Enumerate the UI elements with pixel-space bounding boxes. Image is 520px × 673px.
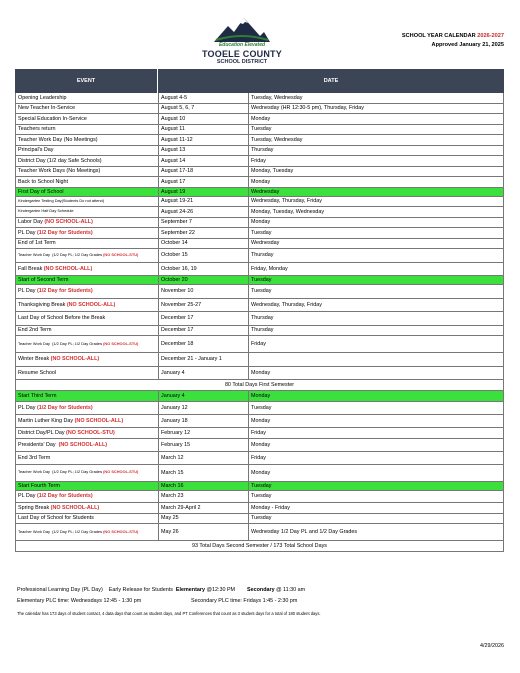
date-cell: August 11-12 bbox=[159, 135, 249, 145]
table-body bbox=[15, 93, 504, 552]
event-text bbox=[18, 327, 51, 333]
table-row bbox=[15, 285, 504, 299]
event-cell bbox=[16, 491, 159, 502]
event-cell bbox=[16, 114, 159, 124]
no-school-flag: (NO SCHOOL-ALL) bbox=[50, 356, 100, 363]
event-name: Last Day of School for Students bbox=[18, 515, 94, 522]
event-text bbox=[18, 137, 98, 143]
day-cell: Tuesday bbox=[251, 405, 272, 411]
date-cell: March 16 bbox=[159, 482, 249, 490]
no-school-flag: (NO SCHOOL-STU) bbox=[103, 251, 139, 257]
event-text bbox=[18, 455, 50, 461]
table-row bbox=[15, 482, 504, 491]
table-row bbox=[15, 367, 504, 381]
event-text bbox=[18, 342, 138, 347]
no-school-flag: (NO SCHOOL-ALL) bbox=[66, 301, 116, 308]
date-cell: February 15 bbox=[159, 439, 249, 451]
day-cell: Friday bbox=[251, 454, 266, 461]
date-cell: January 4 bbox=[159, 367, 249, 380]
event-name: Kindergarten Half Day Schedule bbox=[18, 208, 74, 214]
date-cell: August 17 bbox=[159, 177, 249, 187]
event-cell bbox=[16, 167, 159, 177]
day-cell: Thursday bbox=[251, 315, 274, 322]
date-cell: December 21 - January 1 bbox=[159, 353, 249, 366]
event-name: Teacher Work Day (No Meetings) bbox=[18, 136, 98, 143]
total-days-text: 93 Total Days Second Semester / 173 Total School Days bbox=[192, 543, 327, 549]
table-total-row bbox=[15, 541, 504, 552]
day-cell: Thursday bbox=[251, 327, 274, 334]
event-text bbox=[18, 442, 107, 448]
event-cell bbox=[16, 524, 159, 540]
calendar-heading bbox=[402, 32, 504, 50]
event-text bbox=[18, 126, 55, 132]
table-row bbox=[15, 93, 504, 104]
day-cell: Friday bbox=[251, 157, 266, 164]
event-text bbox=[18, 505, 99, 511]
event-text bbox=[18, 95, 67, 101]
column-header-event: EVENT bbox=[15, 69, 158, 93]
mountain-logo-icon bbox=[214, 18, 270, 42]
table-row bbox=[15, 188, 504, 197]
date-cell: December 17 bbox=[159, 326, 249, 336]
event-cell bbox=[16, 197, 159, 207]
day-cell: Tuesday bbox=[251, 515, 272, 522]
date-cell: February 12 bbox=[159, 428, 249, 438]
table-row bbox=[15, 249, 504, 263]
event-text bbox=[18, 315, 105, 321]
event-cell bbox=[16, 207, 159, 217]
event-text bbox=[18, 179, 68, 185]
event-cell bbox=[16, 188, 159, 196]
date-cell: September 7 bbox=[159, 218, 249, 228]
event-text bbox=[18, 158, 102, 164]
event-text bbox=[18, 430, 115, 436]
table-row bbox=[15, 218, 504, 229]
event-cell bbox=[16, 353, 159, 366]
event-name: PL Day bbox=[18, 288, 37, 295]
event-cell bbox=[16, 299, 159, 312]
event-name: District Day/PL Day bbox=[18, 429, 67, 436]
date-cell: January 4 bbox=[159, 391, 249, 401]
event-text bbox=[18, 266, 92, 272]
no-school-flag: (NO SCHOOL-STU) bbox=[66, 429, 115, 436]
event-name: Labor Day bbox=[18, 219, 45, 226]
event-name: Martin Luther King Day bbox=[18, 418, 75, 424]
table-row bbox=[15, 156, 504, 167]
day-cell: Monday - Friday bbox=[251, 504, 290, 511]
date-cell: August 11 bbox=[159, 125, 249, 135]
day-cell: Monday bbox=[251, 369, 271, 376]
date-cell: March 23 bbox=[159, 491, 249, 502]
table-row bbox=[15, 114, 504, 125]
table-row bbox=[15, 336, 504, 353]
event-name: New Teacher In-Service bbox=[18, 105, 76, 112]
event-name: End of 1st Term bbox=[18, 240, 56, 247]
event-text bbox=[18, 356, 99, 362]
no-school-flag: (NO SCHOOL-ALL) bbox=[43, 265, 93, 272]
secondary-time: @ 11:30 am bbox=[274, 587, 306, 593]
title-prefix: SCHOOL YEAR CALENDAR bbox=[401, 33, 476, 39]
day-cell: Friday bbox=[251, 341, 266, 347]
event-name: End 2nd Term bbox=[18, 327, 52, 334]
event-name: Last Day of School Before the Break bbox=[18, 315, 106, 322]
event-cell bbox=[16, 465, 159, 481]
date-cell: March 15 bbox=[159, 465, 249, 481]
district-logo bbox=[196, 18, 288, 70]
secondary-plc-time: Secondary PLC time: Fridays 1:45 - 2:30 pm bbox=[191, 598, 298, 604]
day-cell: Tuesday bbox=[251, 493, 272, 499]
event-name: PL Day bbox=[18, 229, 37, 236]
event-name: Principal's Day bbox=[18, 147, 54, 154]
date-cell: August 19 bbox=[159, 188, 249, 196]
event-text bbox=[18, 493, 93, 499]
date-cell: August 13 bbox=[159, 146, 249, 156]
total-days-text: 80 Total Days First Semester bbox=[224, 382, 295, 388]
date-cell: October 16, 19 bbox=[159, 263, 249, 276]
no-school-flag: (NO SCHOOL-ALL) bbox=[50, 504, 100, 511]
table-row bbox=[15, 439, 504, 452]
day-cell: Tuesday bbox=[251, 288, 272, 295]
event-text bbox=[18, 370, 56, 376]
event-cell bbox=[16, 135, 159, 145]
day-cell: Monday, Tuesday, Wednesday bbox=[251, 208, 325, 215]
date-cell: August 5, 6, 7 bbox=[159, 104, 249, 114]
day-cell: Wednesday bbox=[251, 188, 280, 195]
table-row bbox=[15, 326, 504, 337]
day-cell: Friday, Monday bbox=[251, 265, 288, 272]
day-cell: Friday bbox=[251, 429, 266, 436]
event-text bbox=[18, 189, 64, 195]
event-cell bbox=[16, 125, 159, 135]
footer-line-1 bbox=[17, 587, 305, 593]
day-cell: Monday bbox=[251, 219, 271, 226]
table-row bbox=[15, 125, 504, 136]
date-cell: March 12 bbox=[159, 452, 249, 464]
date-cell: August 14 bbox=[159, 156, 249, 166]
event-name: Teacher Work Days (No Meetings) bbox=[18, 168, 101, 175]
day-cell: Wednesday, Thursday, Friday bbox=[251, 198, 322, 205]
day-cell: Monday bbox=[251, 115, 271, 122]
table-row bbox=[15, 207, 504, 218]
date-cell: November 25-27 bbox=[159, 299, 249, 312]
event-cell bbox=[16, 104, 159, 114]
table-header bbox=[15, 69, 504, 93]
event-cell bbox=[16, 263, 159, 276]
event-text bbox=[18, 302, 115, 308]
event-text bbox=[18, 288, 93, 294]
event-text bbox=[18, 530, 138, 535]
date-cell: November 10 bbox=[159, 285, 249, 298]
no-school-flag: (NO SCHOOL-STU) bbox=[103, 528, 139, 534]
table-row bbox=[15, 402, 504, 415]
event-name: Thanksgiving Break bbox=[18, 301, 67, 308]
event-cell bbox=[16, 326, 159, 336]
event-text bbox=[18, 147, 53, 153]
day-cell: Thursday bbox=[251, 252, 274, 259]
date-cell: December 18 bbox=[159, 336, 249, 352]
no-school-flag: (1/2 Day for Students) bbox=[36, 229, 93, 236]
table-row bbox=[15, 104, 504, 115]
day-cell: Monday bbox=[251, 441, 271, 448]
date-cell: January 18 bbox=[159, 415, 249, 427]
event-text bbox=[18, 253, 138, 258]
event-name: District Day (1/2 day Safe Schools) bbox=[18, 157, 102, 164]
date-cell: August 19-21 bbox=[159, 197, 249, 207]
no-school-flag: (NO SCHOOL-ALL) bbox=[44, 219, 93, 226]
date-cell: August 10 bbox=[159, 114, 249, 124]
event-cell bbox=[16, 415, 159, 427]
no-school-flag: (1/2 Day for Students) bbox=[36, 405, 93, 411]
table-row bbox=[15, 465, 504, 482]
day-cell: Tuesday bbox=[251, 277, 272, 283]
day-cell: Tuesday bbox=[251, 482, 272, 489]
no-school-flag: (NO SCHOOL-ALL) bbox=[74, 418, 124, 424]
elementary-label: Elementary bbox=[175, 587, 205, 593]
table-row bbox=[15, 146, 504, 157]
event-name: Spring Break bbox=[18, 504, 51, 511]
table-row bbox=[15, 177, 504, 188]
table-total-row bbox=[15, 380, 504, 391]
event-cell bbox=[16, 146, 159, 156]
page-date: 4/29/2026 bbox=[480, 643, 504, 649]
event-cell bbox=[16, 336, 159, 352]
date-cell: October 15 bbox=[159, 249, 249, 262]
date-cell: August 17-18 bbox=[159, 167, 249, 177]
column-header-date: DATE bbox=[323, 78, 339, 84]
table-row bbox=[15, 524, 504, 541]
event-cell bbox=[16, 452, 159, 464]
no-school-flag: (1/2 Day for Students) bbox=[36, 288, 93, 295]
event-text bbox=[18, 168, 100, 174]
event-cell bbox=[16, 177, 159, 187]
date-cell: May 26 bbox=[159, 524, 249, 540]
day-cell: Tuesday bbox=[251, 126, 272, 133]
event-text bbox=[18, 418, 123, 424]
event-text bbox=[18, 515, 94, 521]
event-cell bbox=[16, 367, 159, 380]
logo-name-line2: SCHOOL DISTRICT bbox=[216, 59, 268, 65]
event-text bbox=[18, 470, 138, 475]
no-school-flag: (NO SCHOOL-STU) bbox=[103, 469, 139, 475]
event-name: Opening Leadership bbox=[18, 94, 67, 101]
day-cell: Tuesday, Wednesday bbox=[251, 94, 303, 101]
day-cell: Wednesday, Thursday, Friday bbox=[251, 301, 322, 308]
event-name: Teacher Work Day (1/2 Day PL; 1/2 Day Grades bbox=[18, 469, 104, 475]
event-cell bbox=[16, 218, 159, 228]
date-cell: October 14 bbox=[159, 239, 249, 249]
date-cell: August 4-5 bbox=[159, 93, 249, 103]
event-cell bbox=[16, 482, 159, 490]
table-row bbox=[15, 415, 504, 428]
event-name: Teacher Work Day (1/2 Day PL; 1/2 Day Grades bbox=[18, 251, 104, 257]
event-text bbox=[18, 219, 93, 225]
event-name: PL Day bbox=[18, 405, 37, 411]
event-text bbox=[18, 405, 93, 411]
table-row bbox=[15, 514, 504, 525]
date-cell: January 12 bbox=[159, 402, 249, 414]
event-name: Teacher Work Day (1/2 Day PL; 1/2 Day Grades bbox=[18, 340, 104, 346]
event-name: PL Day bbox=[18, 493, 37, 499]
date-cell: December 17 bbox=[159, 312, 249, 325]
event-name: Special Education In-Service bbox=[18, 115, 87, 122]
day-cell: Wednesday bbox=[251, 240, 280, 247]
event-text bbox=[18, 393, 56, 399]
logo-name-line1: TOOELE COUNTY bbox=[202, 49, 282, 59]
event-text bbox=[18, 277, 69, 283]
elementary-time: @12:30 PM bbox=[204, 587, 248, 593]
event-cell bbox=[16, 391, 159, 401]
event-text bbox=[18, 483, 60, 489]
event-cell bbox=[16, 228, 159, 238]
event-name: Back to School Night bbox=[18, 178, 69, 185]
date-cell: March 29-April 2 bbox=[159, 503, 249, 513]
event-cell bbox=[16, 439, 159, 451]
event-name: Winter Break bbox=[18, 356, 51, 363]
day-cell bbox=[249, 353, 503, 366]
table-row bbox=[15, 228, 504, 239]
date-cell: August 24-26 bbox=[159, 207, 249, 217]
event-text bbox=[18, 116, 87, 122]
event-text bbox=[18, 240, 56, 246]
event-cell bbox=[16, 428, 159, 438]
table-row bbox=[15, 312, 504, 326]
event-cell bbox=[16, 402, 159, 414]
pl-day-legend: Professional Learning Day (PL Day) Early Release for Students bbox=[17, 587, 176, 593]
table-row bbox=[15, 491, 504, 503]
table-row bbox=[15, 239, 504, 250]
day-cell: Monday bbox=[251, 418, 271, 424]
event-cell bbox=[16, 285, 159, 298]
event-name: First Day of School bbox=[18, 188, 64, 195]
table-row bbox=[15, 503, 504, 514]
table-row bbox=[15, 428, 504, 439]
date-cell: September 22 bbox=[159, 228, 249, 238]
event-text bbox=[18, 199, 104, 204]
table-row bbox=[15, 167, 504, 178]
event-name: Presidents' Day bbox=[18, 441, 59, 448]
event-text bbox=[18, 230, 93, 236]
calendar-title bbox=[402, 32, 504, 41]
table-row bbox=[15, 299, 504, 313]
event-cell bbox=[16, 93, 159, 103]
event-name: Teachers return bbox=[18, 126, 56, 133]
secondary-label: Secondary bbox=[247, 587, 275, 593]
day-cell: Monday, Tuesday bbox=[251, 168, 294, 175]
event-name: Fall Break bbox=[18, 265, 44, 272]
event-name: Resume School bbox=[18, 369, 57, 376]
table-row bbox=[15, 263, 504, 277]
no-school-flag: (1/2 Day for Students) bbox=[36, 493, 93, 499]
event-text bbox=[18, 209, 74, 214]
event-cell bbox=[16, 503, 159, 513]
calendar-table bbox=[15, 69, 504, 552]
event-cell bbox=[16, 249, 159, 262]
day-cell: Thursday bbox=[251, 147, 274, 154]
event-name: Start Fourth Term bbox=[18, 482, 60, 489]
day-cell: Wednesday 1/2 Day PL and 1/2 Day Grades bbox=[251, 529, 358, 535]
day-cell: Wednesday (HR 12:30-5 pm), Thursday, Friday bbox=[251, 105, 364, 112]
footer-line-2 bbox=[17, 598, 298, 604]
table-row bbox=[15, 276, 504, 285]
event-name: Start of Second Term bbox=[18, 277, 69, 283]
title-year: 2026-2027 bbox=[477, 33, 504, 39]
day-cell: Tuesday bbox=[251, 229, 272, 236]
date-cell: October 20 bbox=[159, 276, 249, 284]
day-cell: Monday bbox=[251, 469, 271, 476]
table-row bbox=[15, 135, 504, 146]
no-school-flag: (NO SCHOOL-STU) bbox=[103, 340, 139, 346]
event-cell bbox=[16, 514, 159, 524]
day-cell: Monday bbox=[251, 178, 271, 185]
event-name: Start Third Term bbox=[18, 393, 57, 399]
event-cell bbox=[16, 276, 159, 284]
logo-tagline: Education Elevated bbox=[218, 42, 266, 48]
approval-date: Approved January 21, 2025 bbox=[431, 42, 504, 48]
elementary-plc-time: Elementary PLC time: Wednesdays 12:45 - 1:30 pm bbox=[17, 598, 142, 604]
event-cell bbox=[16, 312, 159, 325]
event-cell bbox=[16, 156, 159, 166]
event-name: End 3rd Term bbox=[18, 454, 51, 461]
table-row bbox=[15, 197, 504, 208]
event-name: Teacher Work Day (1/2 Day PL; 1/2 Day Grades bbox=[18, 528, 104, 534]
event-name: Kindergarten Testing Day(Students Do not attend) bbox=[18, 197, 105, 203]
table-row bbox=[15, 391, 504, 402]
day-cell: Tuesday, Wednesday bbox=[251, 136, 303, 143]
table-row bbox=[15, 353, 504, 367]
no-school-flag: (NO SCHOOL-ALL) bbox=[58, 441, 108, 448]
day-cell: Monday bbox=[251, 393, 271, 399]
event-cell bbox=[16, 239, 159, 249]
table-row bbox=[15, 452, 504, 465]
event-text bbox=[18, 105, 75, 111]
footer-note: The calendar has 173 days of student contact, 4 data days that count as student days, and PT Conferences that count as 3 student days for a total of 180 student days. bbox=[17, 611, 321, 616]
date-cell: May 25 bbox=[159, 514, 249, 524]
